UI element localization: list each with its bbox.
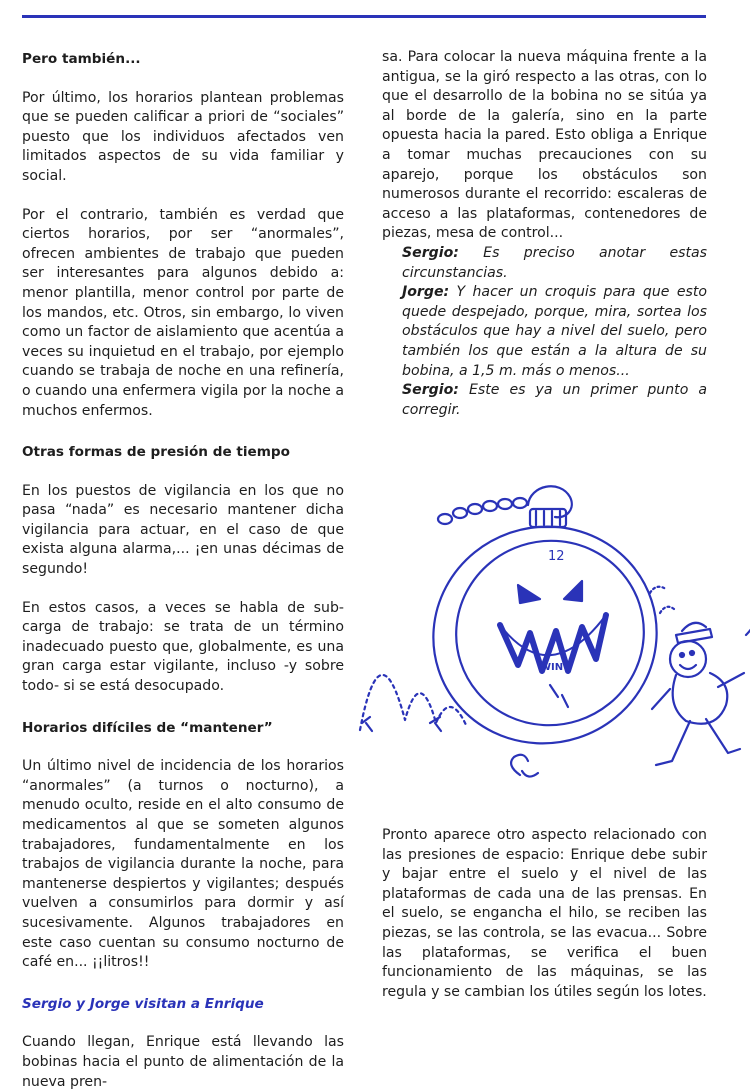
paragraph: En estos casos, a veces se habla de sub-carga de trabajo: se trata de un término inadecuado puesto que, globalmente, es una gran carga estar vigilante, incluso -y sobre todo- si se está desocupado. xyxy=(22,599,344,695)
paragraph: Un último nivel de incidencia de los horarios “anormales” (a turnos o nocturno), a menudo oculto, reside en el alto consumo de medicamentos al que se someten algunos trabajadores, fundamentalmente en los trabajos de vigilancia durante la noche, para mantenerse despiertos y vigilantes; después vuelven a consumirlos para dormir y así sucesivamente. Algunos trabajadores en este caso cuentan su consumo nocturno de café en... ¡¡litros!! xyxy=(22,758,344,971)
dialog-line xyxy=(382,244,707,283)
speaker: Sergio: xyxy=(402,244,459,261)
clock-brand: WIN xyxy=(540,662,564,673)
heading-pero-tambien: Pero también... xyxy=(22,51,141,67)
clock-numeral: 12 xyxy=(548,549,565,564)
speaker: Jorge: xyxy=(402,284,450,301)
right-column xyxy=(382,48,707,420)
paragraph: sa. Para colocar la nueva máquina frente a la antigua, se la giró respecto a las otras, con lo que el desarrollo de la bobina no se sitúa ya al borde de la galería, sino en la parte opuesta hacia la pared. Esto obliga a Enrique a tomar muchas precauciones con su aparejo, porque los obstáculos son numerosos durante el recorrido: escaleras de acceso a las plataformas, contenedores de piezas, mesa de control... xyxy=(382,49,707,242)
heading-sergio-jorge: Sergio y Jorge visitan a Enrique xyxy=(22,995,264,1012)
paragraph: Por último, los horarios plantean problemas que se pueden calificar a priori de “sociales” puesto que los individuos afectados ven limitados aspectos de su vida familiar y social. xyxy=(22,89,344,184)
paragraph: En los puestos de vigilancia en los que no pasa “nada” es necesario mantener dicha vigilancia para actuar, en el caso de que exista alguna alarma,... ¡en unas décimas de segundo! xyxy=(22,482,344,578)
running-man-icon xyxy=(650,587,750,765)
paragraph: Cuando llegan, Enrique está llevando las bobinas hacia el punto de alimentación de la nueva pren- xyxy=(22,1034,344,1090)
clock-icon xyxy=(405,498,685,773)
left-column xyxy=(22,50,344,1092)
dialog-text: Y hacer un croquis para que esto quede despejado, porque, mira, sortea los obstáculos que hay a nivel del suelo, pero también los que están a la altura de su bobina, a 1,5 m. más o menos... xyxy=(402,284,707,379)
paragraph: Pronto aparece otro aspecto relacionado con las presiones de espacio: Enrique debe subir y bajar entre el suelo y el nivel de las plataformas de cada una de las prensas. En el suelo, se engancha el hilo, se reciben las piezas, se las controla, se las evacua... Sobre las plataformas, se verifica el buen funcionamiento de las máquinas, se las regula y se cambian los útiles según los lotes. xyxy=(382,827,707,1000)
clock-cartoon-illustration xyxy=(350,475,750,805)
dialog-text: Este es ya un primer punto a corregir. xyxy=(402,382,707,418)
heading-otras-formas: Otras formas de presión de tiempo xyxy=(22,444,291,461)
speaker: Sergio: xyxy=(402,382,459,399)
bottom-right-text xyxy=(382,826,707,1002)
header-rule xyxy=(22,15,706,18)
dialog-line xyxy=(382,381,707,420)
chain-icon xyxy=(438,498,527,524)
dialog-line xyxy=(382,283,707,381)
paragraph: Por el contrario, también es verdad que ciertos horarios, por ser “anormales”, ofrecen ambientes de trabajo que pueden ser interesantes para algunos debido a: menor plantilla, menor control por parte de los mandos, etc. Otros, sin embargo, lo viven como un factor de aislamiento que acentúa a veces su inquietud en el trabajo, por ejemplo cuando se trabaja de noche en una refinería, o cuando una enfermera vigila por la noche a muchos enfermos. xyxy=(22,206,344,419)
dialog-text: Es preciso anotar estas circunstancias. xyxy=(402,244,707,281)
heading-horarios-dificiles: Horarios difíciles de “mantener” xyxy=(22,719,273,736)
